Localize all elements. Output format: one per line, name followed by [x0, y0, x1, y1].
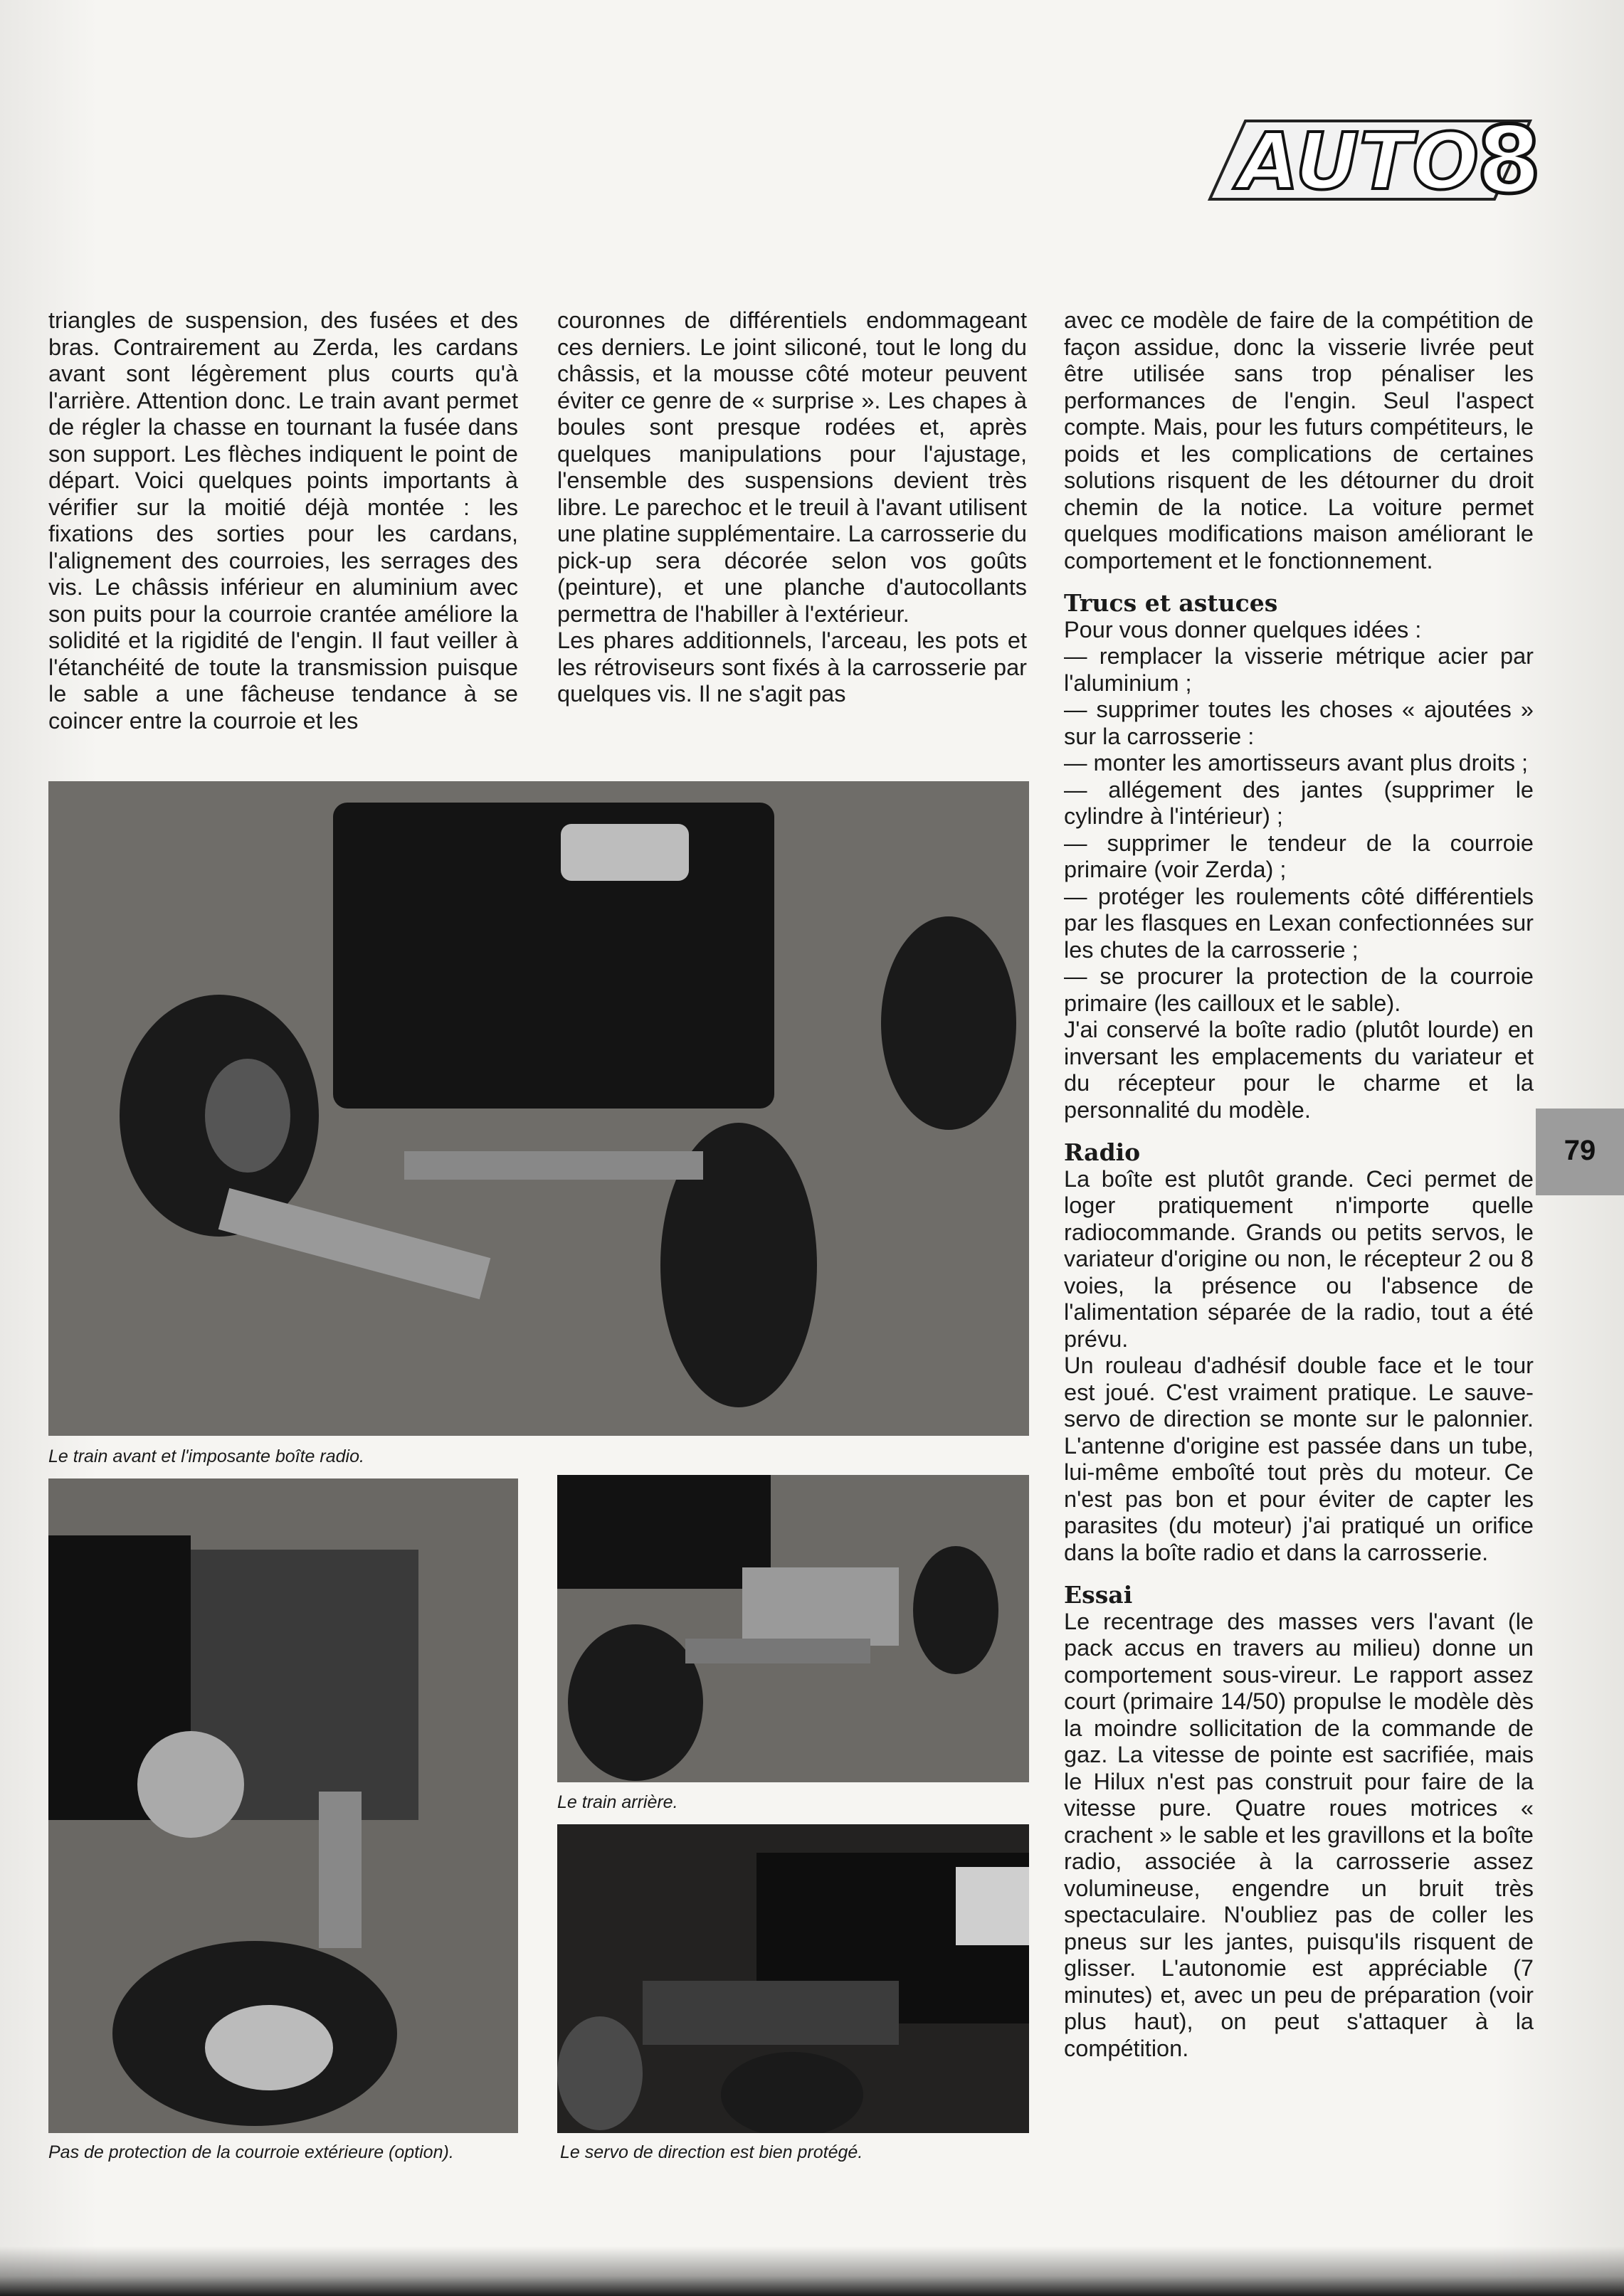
- paragraph: Le recentrage des masses vers l'avant (le pack accus en travers au milieu) donne un comportement sous-vireur. Le rapport assez court (primaire 14/50) propulse le modèle dès la moindre sollicitation de la commande de gaz. La vitesse de pointe est sacrifiée, mais le Hilux n'est pas construit pour faire de la vitesse pure. Quatre roues motrices « crachent » le sable et les gravillons et la boîte radio, associée à la carrosserie assez volumineuse, engendre un bruit très spectaculaire. N'oubliez pas de coller les pneus sur les jantes, puisqu'ils risquent de glisser. L'autonomie est appréciable (7 minutes) et, avec un peu de préparation (voir plus haut), on peut s'attaquer à la compétition.: [1064, 1608, 1534, 2061]
- text-column-1: [48, 307, 518, 734]
- photo-rear-axle: [557, 1475, 1029, 1782]
- caption-bottom-left: Pas de protection de la courroie extérieure (option).: [48, 2142, 454, 2162]
- section-heading-radio: Radio: [1064, 1138, 1141, 1166]
- section-heading-essai: Essai: [1064, 1581, 1133, 1609]
- caption-servo: Le servo de direction est bien protégé.: [560, 2142, 863, 2162]
- list-line: — protéger les roulements côté différentiels par les flasques en Lexan confectionnées sur les chutes de la carrosserie ;: [1064, 883, 1534, 963]
- car-photo-icon: [48, 1478, 518, 2133]
- section-heading-trucs: Trucs et astuces: [1064, 589, 1278, 617]
- list-line: — monter les amortisseurs avant plus droits ;: [1064, 750, 1529, 776]
- paragraph: triangles de suspension, des fusées et des bras. Contrairement au Zerda, les cardans avant sont légèrement plus courts qu'à l'arrière. Attention donc. Le train avant permet de régler la chasse en tournant la fusée dans son support. Les flèches indiquent le point de départ. Voici quelques points importants à vérifier sur la moitié déjà montée : les fixations des sorties pour les cardans, l'alignement des courroies, les serrages des vis. Le châssis inférieur en aluminium avec son puits pour la courroie crantée améliore la solidité et la rigidité de l'engin. Il faut veiller à l'étanchéité de toute la transmission puisque le sable a une fâcheuse tendance à se coincer entre la courroie et les: [48, 307, 518, 734]
- paragraph: Les phares additionnels, l'arceau, les pots et les rétroviseurs sont fixés à la carrosserie par quelques vis. Il ne s'agit pas: [557, 628, 1027, 707]
- logo-number: 8: [1477, 107, 1541, 213]
- paragraph: couronnes de différentiels endommageant ces derniers. Le joint siliconé, tout le long du châssis, et la mousse côté moteur peuvent éviter ce genre de « surprise ». Les chapes à boules sont presque rodées et, après quelques manipulations pour l'ajustage, l'ensemble des suspensions devient très libre. Le parechoc et le treuil à l'avant utilisent une platine supplémentaire. La carrosserie du pick-up sera décorée selon vos goûts (peinture), et une planche d'autocollants permettra de l'habiller à l'extérieur.: [557, 307, 1027, 627]
- list-line: — se procurer la protection de la courroie primaire (les cailloux et le sable).: [1064, 963, 1534, 1016]
- auto8-logo-icon: [1196, 107, 1551, 213]
- paragraph: La boîte est plutôt grande. Ceci permet de loger pratiquement n'importe quelle radiocommande. Grands ou petits servos, le variateur d'origine ou non, le récepteur 2 ou 8 voies, la présence ou l'absence de l'alimentation séparée de la radio, tout a été prévu.: [1064, 1165, 1534, 1352]
- list-line: — supprimer toutes les choses « ajoutées » sur la carrosserie :: [1064, 697, 1534, 749]
- paragraph: J'ai conservé la boîte radio (plutôt lourde) en inversant les emplacements du variateur et du récepteur pour le charme et la personnalité du modèle.: [1064, 1017, 1534, 1123]
- car-photo-icon: [557, 1475, 1029, 1782]
- list-line: Pour vous donner quelques idées :: [1064, 616, 1422, 642]
- page-bottom-edge: [0, 2246, 1624, 2296]
- paragraph: avec ce modèle de faire de la compétition de façon assidue, donc la visserie livrée peut être utilisée sans trop pénaliser les performances de l'engin. Seul l'aspect compte. Mais, pour les futurs compétiteurs, le poids et les complications de certaines solutions risquent de les détourner du droit chemin de la notice. La voiture permet quelques modifications maison améliorant le comportement et le fonctionnement.: [1064, 307, 1534, 573]
- photo-belt: [48, 1478, 518, 2133]
- list-line: — supprimer le tendeur de la courroie primaire (voir Zerda) ;: [1064, 830, 1534, 882]
- page-number: 79: [1564, 1135, 1596, 1166]
- photo-servo: [557, 1824, 1029, 2133]
- paragraph: Un rouleau d'adhésif double face et le tour est joué. C'est vraiment pratique. Le sauve-servo de direction se monte sur le palonnier. L'antenne d'origine est passée dans un tube, lui-même emboîté tout près du moteur. Ce n'est pas bon et pour éviter de capter les parasites (du moteur) j'ai pratiqué un orifice dans la boîte radio et dans la carrosserie.: [1064, 1353, 1534, 1565]
- magazine-logo: [1196, 107, 1551, 213]
- list-line: — allégement des jantes (supprimer le cylindre à l'intérieur) ;: [1064, 776, 1534, 829]
- list-line: — remplacer la visserie métrique acier par l'aluminium ;: [1064, 643, 1534, 696]
- caption-main: Le train avant et l'imposante boîte radio.: [48, 1446, 364, 1466]
- text-column-2: [557, 307, 1027, 708]
- car-photo-icon: [48, 781, 1029, 1436]
- car-photo-icon: [557, 1824, 1029, 2133]
- text-column-3: [1064, 307, 1534, 2062]
- photo-front-axle: [48, 781, 1029, 1436]
- caption-rear: Le train arrière.: [557, 1792, 678, 1812]
- logo-word: AUTO: [1238, 116, 1480, 207]
